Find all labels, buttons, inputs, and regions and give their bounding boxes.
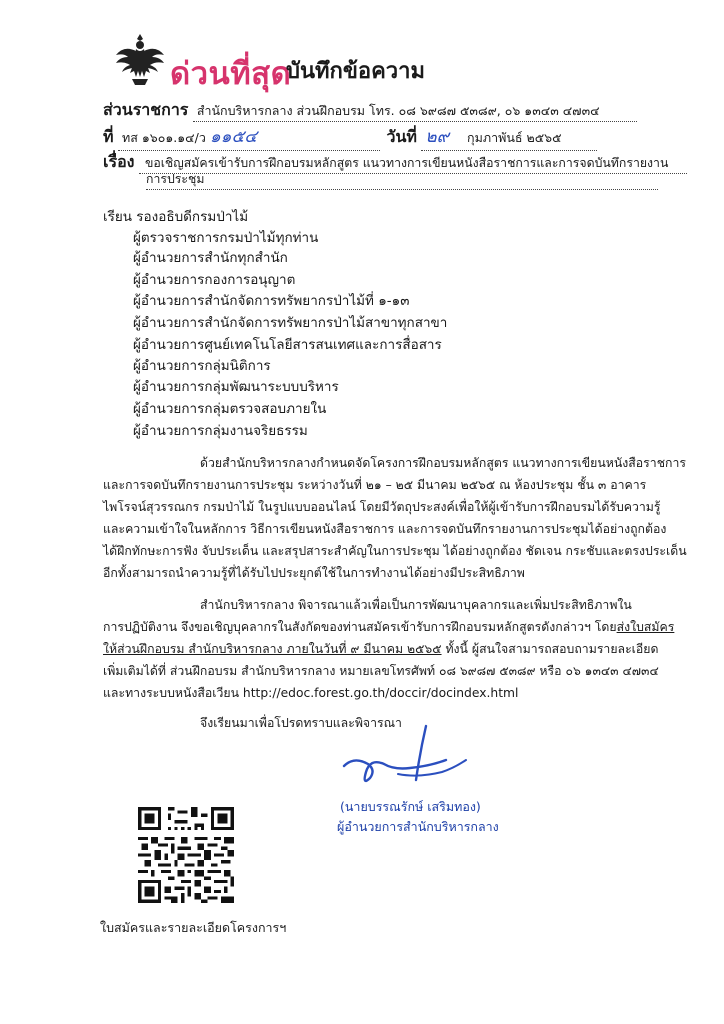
recipient-item: ผู้อำนวยการกลุ่มงานจริยธรรม [133,423,308,439]
paragraph-1-line: และการจดบันทึกรายงานการประชุม ระหว่างวันที่ ๒๑ – ๒๕ มีนาคม ๒๕๖๕ ณ ห้องประชุม ชั้น ๓ อาคาร [103,478,647,492]
paragraph-2-line: และทางระบบหนังสือเวียน http://edoc.forest.go.th/doccir/docindex.html [103,686,519,700]
qr-code [138,807,234,903]
doc-number-prefix: ทส ๑๖๐๑.๑๔/ว [122,130,206,145]
paragraph-2-text: ทั้งนี้ ผู้สนใจสามารถสอบถามรายละเอียด [441,642,659,656]
doc-date [421,123,597,151]
recipient-item: ผู้อำนวยการกองการอนุญาต [133,272,296,288]
paragraph-1-line: อีกทั้งสามารถนำความรู้ที่ได้รับไปประยุกต์ใช้ในการทำงานได้อย่างมีประสิทธิภาพ [103,566,525,580]
recipient-item: ผู้อำนวยการกลุ่มตรวจสอบภายใน [133,401,327,417]
paragraph-2-line [103,618,674,637]
recipient-item: ผู้อำนวยการสำนักทุกสำนัก [133,250,288,266]
number-label: ที่ [103,127,114,146]
paragraph-1-line: ด้วยสำนักบริหารกลางกำหนดจัดโครงการฝึกอบรมหลักสูตร แนวทางการเขียนหนังสือราชการ [200,456,686,470]
memo-title: บันทึกข้อความ [286,59,426,84]
salutation: เรียน รองอธิบดีกรมป่าไม้ [103,209,249,225]
garuda-emblem [112,31,168,89]
recipient-item: ผู้อำนวยการกลุ่มพัฒนาระบบบริหาร [133,379,339,395]
paragraph-1-line: ไพโรจน์สุวรรณกร กรมป่าไม้ ในรูปแบบออนไลน์ โดยมีวัตถุประสงค์เพื่อให้ผู้เข้ารับการฝึกอบรมได้รับความรู้ [103,500,661,514]
recipient-item: ผู้ตรวจราชการกรมป่าไม้ทุกท่าน [133,230,319,246]
recipient-item: ผู้อำนวยการกลุ่มนิติการ [133,358,271,374]
recipient-item: ผู้อำนวยการสำนักจัดการทรัพยากรป่าไม้ที่ ๑-๑๓ [133,293,410,309]
paragraph-2-underlined: ส่งใบสมัคร [616,620,675,634]
recipient-item: ผู้อำนวยการสำนักจัดการทรัพยากรป่าไม้สาขาทุกสาขา [133,315,448,331]
agency-row [103,98,637,123]
subject-line-1: ขอเชิญสมัครเข้ารับการฝึกอบรมหลักสูตร แนวทางการเขียนหนังสือราชการและการจดบันทึกรายงาน [139,154,687,174]
agency-label: ส่วนราชการ [103,100,189,119]
date-month-year: กุมภาพันธ์ ๒๕๖๕ [467,130,562,145]
recipient-item: ผู้อำนวยการศูนย์เทคโนโลยีสารสนเทศและการสื่อสาร [133,337,442,353]
signatory-name: (นายบรรณรักษ์ เสริมทอง) [340,799,481,814]
signatory-position: ผู้อำนวยการสำนักบริหารกลาง [337,819,499,834]
signature-mark [338,722,478,792]
paragraph-1-line: และความเข้าใจในหลักการ วิธีการเขียนหนังสือราชการ และการจดบันทึกรายงานการประชุมได้อย่างถูกต้อง [103,522,667,536]
agency-value: สำนักบริหารกลาง ส่วนฝึกอบรม โทร. ๐๘ ๖๙๘๗ ๕๓๘๙, ๐๖ ๑๓๔๓ ๔๗๓๔ [193,101,637,122]
doc-number-handwritten: ๑๑๕๔ [209,127,258,147]
number-date-row [103,123,597,151]
closing-line: จึงเรียนมาเพื่อโปรดทราบและพิจารณา [200,716,402,730]
date-label: วันที่ [386,127,417,146]
paragraph-2-line: เพิ่มเติมได้ที่ ส่วนฝึกอบรม สำนักบริหารกลาง หมายเลขโทรศัพท์ ๐๘ ๖๙๘๗ ๕๓๘๙ หรือ ๐๖ ๑๓๔๓ ๔๗๓๔ [103,664,659,678]
subject-row-2 [146,170,658,190]
subject-line-2: การประชุม [146,170,658,190]
doc-number [118,123,380,151]
paragraph-2-line: สำนักบริหารกลาง พิจารณาแล้วเพื่อเป็นการพัฒนาบุคลากรและเพิ่มประสิทธิภาพใน [200,598,632,612]
urgent-stamp: ด่วนที่สุด [170,56,292,92]
paragraph-2-text: การปฏิบัติงาน จึงขอเชิญบุคลากรในสังกัดของท่านสมัครเข้ารับการฝึกอบรมหลักสูตรดังกล่าวฯ โดย [103,620,617,634]
qr-caption: ใบสมัครและรายละเอียดโครงการฯ [100,920,287,935]
paragraph-1-line: ได้ฝึกทักษะการฟัง จับประเด็น และสรุปสาระสำคัญในการประชุม ได้อย่างถูกต้อง ชัดเจน กระชับและตรงประเด็น [103,544,687,558]
date-handwritten: ๒๙ [425,127,450,147]
paragraph-2-underlined: ให้ส่วนฝึกอบรม สำนักบริหารกลาง ภายในวันที่ ๙ มีนาคม ๒๕๖๕ [103,642,442,656]
paragraph-2-line [103,640,658,659]
subject-label: เรื่อง [103,152,135,171]
